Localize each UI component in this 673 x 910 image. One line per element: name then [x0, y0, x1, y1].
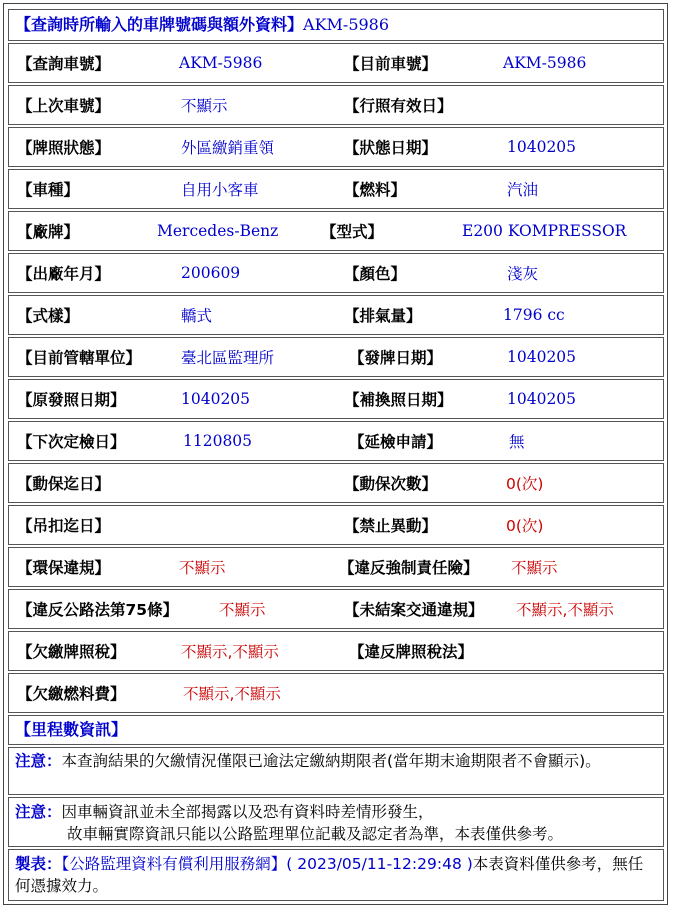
field-value-displacement: 1796 cc	[503, 306, 565, 324]
field-value-jurisdiction: 臺北區監理所	[181, 349, 275, 367]
field-value-chattel-mortgage-count: 0(次)	[506, 475, 544, 493]
field-label-highway-act-violation: 【違反公路法第75條】	[17, 601, 179, 619]
field-value-issue-date: 1040205	[507, 348, 577, 366]
field-label-current-plate: 【目前車號】	[344, 55, 438, 73]
field-label-color: 【顏色】	[344, 265, 407, 283]
field-label-open-traffic-violations: 【未結案交通違規】	[344, 601, 484, 619]
field-value-fuel: 汽油	[507, 181, 539, 199]
field-label-jurisdiction: 【目前管轄單位】	[17, 349, 142, 367]
footer-label: 製表：	[15, 855, 62, 873]
field-label-reissue-date: 【補換照日期】	[344, 391, 453, 409]
note-disclaimer	[8, 797, 664, 847]
field-label-inspection-extension: 【延檢申請】	[349, 433, 443, 451]
report-timestamp: ( 2023/05/11-12:29:48 )	[286, 855, 473, 873]
field-label-suspension-end: 【吊扣迄日】	[17, 517, 111, 535]
field-value-transfer-prohibited: 0(次)	[506, 517, 544, 535]
field-row	[8, 43, 664, 83]
note-text-line2: 故車輛實際資訊只能以公路監理單位記載及認定者為準，本表僅供參考。	[67, 825, 564, 843]
field-value-unpaid-fuel-fee: 不顯示,不顯示	[183, 685, 281, 703]
field-label-environmental-violation: 【環保違規】	[17, 559, 111, 577]
field-label-license-valid-date: 【行照有效日】	[344, 97, 453, 115]
field-value-original-issue-date: 1040205	[181, 390, 251, 408]
field-value-highway-act-violation: 不顯示	[219, 601, 266, 619]
field-label-chattel-mortgage-count: 【動保次數】	[344, 475, 438, 493]
field-value-brand: Mercedes-Benz	[157, 222, 279, 240]
field-label-brand: 【廠牌】	[17, 223, 80, 241]
field-value-previous-plate: 不顯示	[181, 97, 228, 115]
field-label-body-style: 【式樣】	[17, 307, 80, 325]
field-row	[8, 337, 664, 377]
query-title-row	[8, 9, 664, 41]
field-label-previous-plate: 【上次車號】	[17, 97, 111, 115]
field-value-model: E200 KOMPRESSOR	[462, 222, 627, 240]
vehicle-info-table	[3, 3, 668, 905]
field-value-insurance-violation: 不顯示	[511, 559, 558, 577]
field-row	[8, 379, 664, 419]
field-label-displacement: 【排氣量】	[344, 307, 422, 325]
field-value-reissue-date: 1040205	[507, 390, 577, 408]
mileage-title: 【里程數資訊】	[15, 720, 128, 739]
field-value-query-plate: AKM-5986	[179, 54, 263, 72]
note-label: 注意：	[15, 752, 62, 770]
field-value-vehicle-type: 自用小客車	[181, 181, 259, 199]
field-row	[8, 253, 664, 293]
field-row	[8, 547, 664, 587]
field-value-manufacture-date: 200609	[181, 264, 241, 282]
field-row	[8, 505, 664, 545]
query-title: 【查詢時所輸入的車牌號碼與額外資料】	[15, 15, 304, 34]
field-row	[8, 127, 664, 167]
field-value-status-date: 1040205	[507, 138, 577, 156]
field-value-inspection-extension: 無	[509, 433, 525, 451]
field-label-license-tax-violation: 【違反牌照稅法】	[349, 643, 474, 661]
field-value-next-inspection: 1120805	[183, 432, 253, 450]
field-label-unpaid-license-tax: 【欠繳牌照稅】	[17, 643, 126, 661]
service-link[interactable]: 【公路監理資料有償利用服務網】	[61, 855, 287, 873]
field-value-plate-status: 外區繳銷重領	[181, 139, 275, 157]
field-label-chattel-mortgage-end: 【動保迄日】	[17, 475, 111, 493]
note-unpaid	[8, 747, 664, 795]
field-row	[8, 421, 664, 461]
field-label-manufacture-date: 【出廠年月】	[17, 265, 111, 283]
field-label-next-inspection: 【下次定檢日】	[17, 433, 126, 451]
field-label-issue-date: 【發牌日期】	[349, 349, 443, 367]
field-row	[8, 631, 664, 671]
field-value-unpaid-license-tax: 不顯示,不顯示	[181, 643, 279, 661]
field-label-fuel: 【燃料】	[344, 181, 407, 199]
field-label-status-date: 【狀態日期】	[344, 139, 438, 157]
field-value-body-style: 轎式	[181, 307, 213, 325]
note-text-line1: 因車輛資訊並未全部揭露以及恐有資料時差情形發生，	[61, 803, 434, 821]
field-value-current-plate: AKM-5986	[503, 54, 587, 72]
field-row	[8, 85, 664, 125]
footer-text: 本表資料僅供參考，無任何憑據效力。	[15, 855, 644, 895]
query-plate: AKM-5986	[303, 15, 390, 34]
field-label-insurance-violation: 【違反強制責任險】	[339, 559, 479, 577]
footer-producer	[8, 849, 664, 901]
field-row	[8, 673, 664, 713]
field-label-plate-status: 【牌照狀態】	[17, 139, 111, 157]
field-row	[8, 211, 664, 251]
field-row	[8, 295, 664, 335]
field-label-original-issue-date: 【原發照日期】	[17, 391, 126, 409]
field-row	[8, 589, 664, 629]
field-value-open-traffic-violations: 不顯示,不顯示	[516, 601, 614, 619]
note-text: 本查詢結果的欠繳情況僅限已逾法定繳納期限者(當年期末逾期限者不會顯示)。	[61, 752, 601, 770]
field-row	[8, 463, 664, 503]
field-label-query-plate: 【查詢車號】	[17, 55, 111, 73]
mileage-section	[8, 715, 664, 745]
field-value-color: 淺灰	[507, 265, 539, 283]
field-label-model: 【型式】	[321, 223, 384, 241]
field-label-vehicle-type: 【車種】	[17, 181, 80, 199]
field-value-environmental-violation: 不顯示	[179, 559, 226, 577]
field-row	[8, 169, 664, 209]
field-label-transfer-prohibited: 【禁止異動】	[344, 517, 438, 535]
note-label: 注意：	[15, 803, 62, 821]
field-label-unpaid-fuel-fee: 【欠繳燃料費】	[17, 685, 126, 703]
